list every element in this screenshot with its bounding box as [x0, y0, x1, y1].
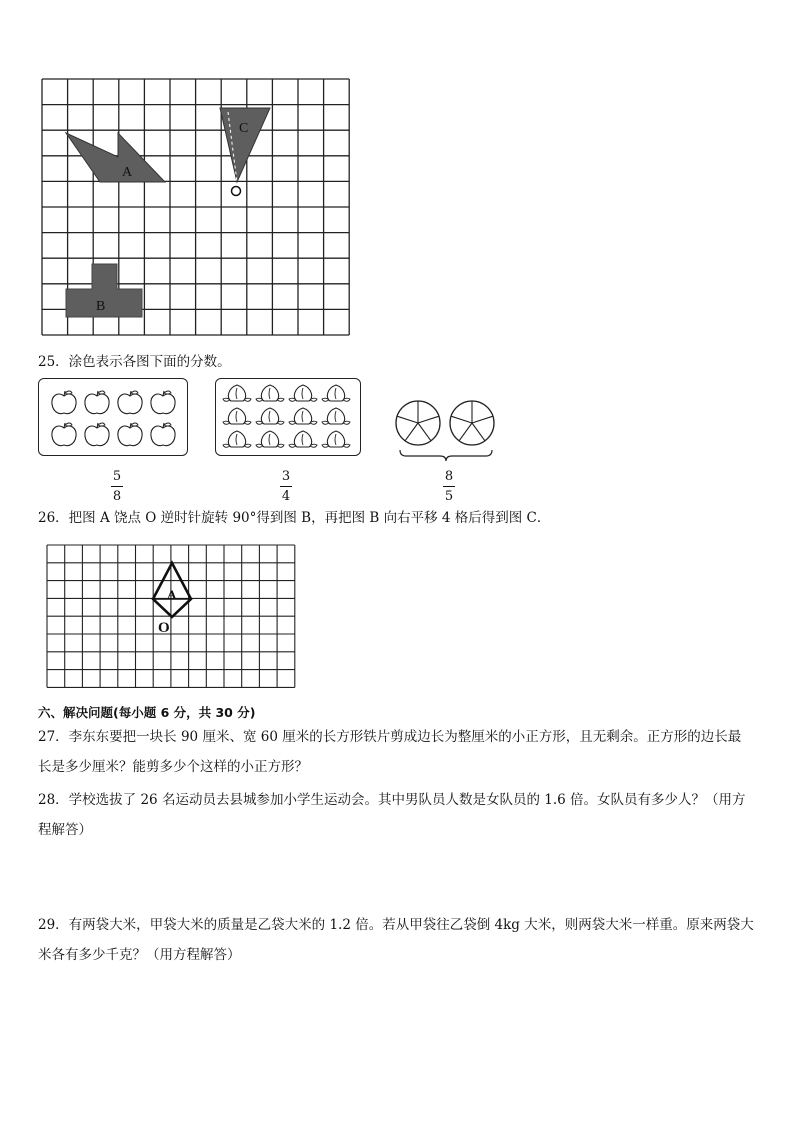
shape-c — [220, 108, 270, 182]
fraction-3-denominator: 5 — [444, 489, 454, 504]
apple-icon — [52, 423, 76, 446]
q29-line1: 29．有两袋大米，甲袋大米的质量是乙袋大米的 1.2 倍。若从甲袋往乙袋倒 4kg 大米，则两袋大米一样重。原来两袋大 — [38, 917, 754, 933]
fraction-3-numerator: 8 — [444, 469, 454, 484]
label-a: A — [122, 165, 133, 180]
peach-icon — [322, 408, 350, 424]
label-b: B — [96, 299, 106, 314]
peach-icon — [223, 431, 251, 447]
brace — [400, 450, 492, 461]
fraction-2-denominator: 4 — [281, 489, 291, 504]
fraction-3 — [434, 468, 464, 505]
apple-grid — [39, 379, 187, 455]
peach-icon — [256, 385, 284, 401]
peach-icon — [256, 431, 284, 447]
peach-icon — [322, 431, 350, 447]
section-title: 六、解决问题(每小题 6 分，共 30 分) — [38, 705, 256, 720]
apple-icon — [151, 423, 175, 446]
apple-icon — [85, 391, 109, 414]
point-o — [232, 187, 241, 196]
fraction-1 — [102, 468, 132, 505]
q24-grid-figure — [40, 77, 356, 345]
label-o: O — [158, 620, 170, 636]
q28-line2: 程解答） — [38, 822, 92, 838]
peach-icon — [289, 431, 317, 447]
divided-circle — [396, 401, 440, 445]
label-c: C — [239, 121, 249, 136]
fraction-2 — [271, 468, 301, 505]
q28-line1: 28．学校选拔了 26 名运动员去县城参加小学生运动会。其中男队员人数是女队员的 1.6 倍。女队员有多少人？（用方 — [38, 792, 746, 808]
apple-box — [38, 378, 188, 456]
apple-icon — [118, 423, 142, 446]
q26-grid-figure — [45, 543, 301, 691]
peach-icon — [289, 408, 317, 424]
shape-a — [66, 133, 165, 182]
apple-icon — [151, 391, 175, 414]
q26-text: 26．把图 A 饶点 O 逆时针旋转 90°得到图 B，再把图 B 向右平移 4 格后得到图 C． — [38, 510, 551, 526]
fraction-1-numerator: 5 — [112, 469, 122, 484]
apple-icon — [118, 391, 142, 414]
peach-box — [215, 378, 361, 456]
peach-grid — [216, 379, 360, 455]
q27-line2: 长是多少厘米？能剪多少个这样的小正方形？ — [38, 759, 308, 775]
peach-icon — [322, 385, 350, 401]
peach-icon — [223, 408, 251, 424]
peach-icon — [256, 408, 284, 424]
label-a: A — [167, 587, 177, 602]
fraction-2-numerator: 3 — [281, 469, 291, 484]
apple-icon — [52, 391, 76, 414]
peach-icon — [289, 385, 317, 401]
fraction-1-denominator: 8 — [112, 489, 122, 504]
peach-icon — [223, 385, 251, 401]
apple-icon — [85, 423, 109, 446]
q29-line2: 米各有多少千克？（用方程解答） — [38, 947, 241, 963]
q27-line1: 27．李东东要把一块长 90 厘米、宽 60 厘米的长方形铁片剪成边长为整厘米的小正方形，且无剩余。正方形的边长最 — [38, 729, 742, 745]
circle-pair — [392, 396, 500, 462]
divided-circle — [450, 401, 494, 445]
q25-text: 25．涂色表示各图下面的分数。 — [38, 354, 231, 370]
